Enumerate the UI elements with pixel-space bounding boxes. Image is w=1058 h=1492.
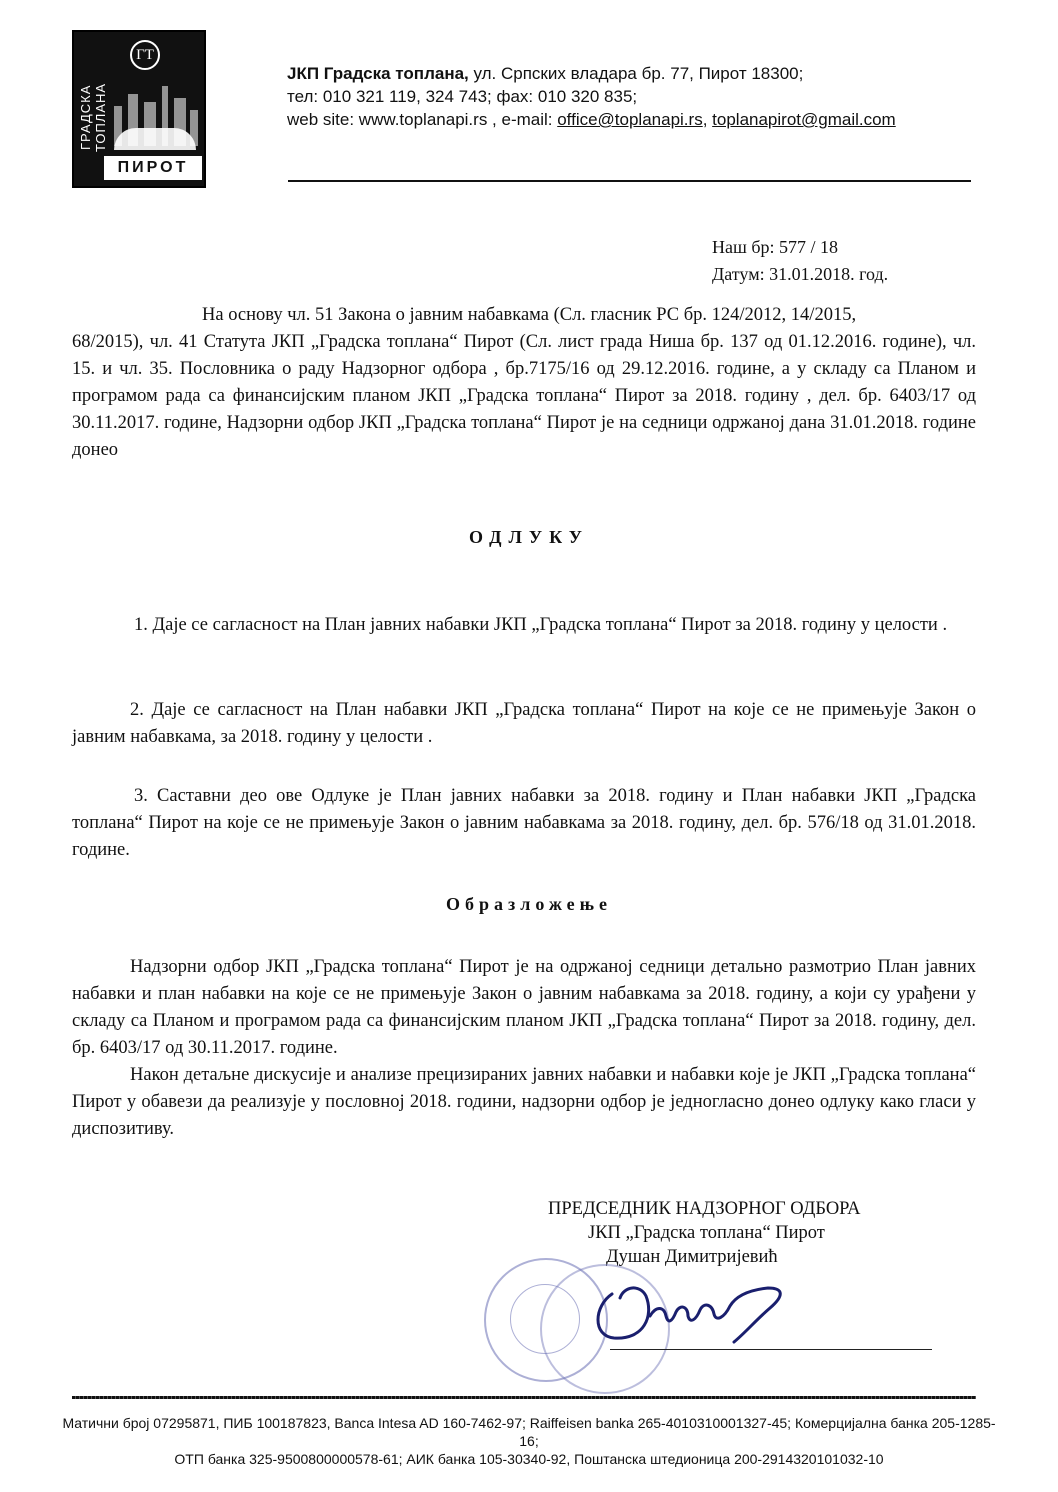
website: web site: www.toplanapi.rs , e-mail: [287, 110, 558, 129]
explanation [72, 954, 976, 1143]
company-logo [72, 30, 206, 188]
footer [60, 1414, 998, 1468]
email-gmail-link[interactable]: toplanapirot@gmail.com [712, 110, 896, 129]
signature-block [548, 1197, 948, 1269]
letterhead-line-1 [287, 62, 987, 85]
signatory-title: ПРЕДСЕДНИК НАДЗОРНОГ ОДБОРА [548, 1199, 861, 1219]
document-date: Датум: 31.01.2018. год. [712, 264, 889, 284]
decision-item-1 [72, 612, 976, 639]
company-name: ЈКП Градска топлана, [287, 64, 469, 83]
decision-item-2-text: 2. Даје се сагласност на План набавки ЈКП „Градска топлана“ Пирот на које се не примењује Закон о јавним набавкама, за 2018. годину у целости . [72, 700, 976, 747]
logo-building-graphic [114, 128, 196, 150]
preamble [72, 302, 976, 464]
handwritten-signature [584, 1276, 804, 1346]
letterhead-contacts [287, 108, 987, 131]
signatory-name: Душан Димитријевић [606, 1247, 778, 1267]
logo-monogram: ГТ [130, 40, 160, 70]
signatory-organization: ЈКП „Градска топлана“ Пирот [588, 1223, 825, 1243]
logo-city-name: ПИРОТ [104, 156, 202, 180]
company-address: ул. Српских владара бр. 77, Пирот 18300; [468, 64, 804, 83]
email-office-link[interactable]: office@toplanapi.rs [557, 110, 703, 129]
preamble-first-line: На основу чл. 51 Закона о јавним набавкама (Сл. гласник РС бр. 124/2012, 14/2015, [202, 305, 857, 325]
document-reference [712, 234, 888, 288]
decision-heading: ОДЛУКУ [468, 527, 589, 547]
footer-line-2: ОТП банка 325-9500800000578-61; АИК банка 105-30340-92, Поштанска штедионица 200-2914320101032-10 [174, 1451, 884, 1467]
decision-item-3-text: 3. Саставни део ове Одлуке је План јавних набавки за 2018. годину и План набавки ЈКП „Градска топлана“ Пирот на које се не примењује Закон о јавним набавкама за 2018. годину, дел. бр. 576/18 од 31.01.2018. године. [72, 786, 976, 860]
explanation-paragraph-2: Након детаљне дискусије и анализе прецизираних јавних набавки и набавки које је ЈКП „Градска топлана“ Пирот у обавези да реализује у пословној 2018. години, надзорни одбор је једногласно донео одлуку како гласи у диспозитиву. [72, 1065, 976, 1139]
logo-side-text: ГРАДСКА ТОПЛАНА [78, 82, 108, 152]
footer-divider [72, 1396, 976, 1399]
letterhead-phones: тел: 010 321 119, 324 743; фах: 010 320 835; [287, 87, 638, 106]
preamble-text: 68/2015), чл. 41 Статута ЈКП „Градска топлана“ Пирот (Сл. лист града Ниша бр. 137 од 01.12.2016. године), чл. 15. и чл. 35. Пословника о раду Надзорног одбора , бр.7175/16 од 29.12.2016. године, а у складу са Планом и програмом рада са финансијским планом ЈКП „Градска топлана“ Пирот за 2018. годину , дел. бр. 6403/17 од 30.11.2017. године, Надзорни одбор ЈКП „Градска топлана“ Пирот је на седници одржаној дана 31.01.2018. године донео [72, 332, 976, 460]
decision-item-2 [72, 697, 976, 751]
decision-item-1-text: 1. Даје се сагласност на План јавних набавки ЈКП „Градска топлана“ Пирот за 2018. годину у целости . [134, 615, 948, 635]
decision-item-3 [72, 783, 976, 864]
explanation-paragraph-1: Надзорни одбор ЈКП „Градска топлана“ Пирот је на одржаној седници детально размотрио План јавних набавки и план набавки на које се не примењује Закон о јавним набавкама за 2018. годину, а који су урађени у складу са Планом и програмом рада са финансијским планом ЈКП „Градска топлана“ Пирот за 2018. годину, дел. бр. 6403/17 од 30.11.2017. године. [72, 957, 976, 1058]
explanation-heading: Образложење [445, 894, 613, 914]
letterhead-divider [288, 180, 971, 182]
letterhead [287, 62, 987, 131]
reference-number: Наш бр: 577 / 18 [712, 237, 839, 257]
signature-line [610, 1349, 932, 1350]
footer-line-1: Матични број 07295871, ПИБ 100187823, Banca Intesa AD 160-7462-97; Raiffeisen banka 265-4010310001327-45; Комерцијална банка 205-1285-16; [62, 1415, 996, 1449]
email-separator: , [702, 110, 713, 129]
